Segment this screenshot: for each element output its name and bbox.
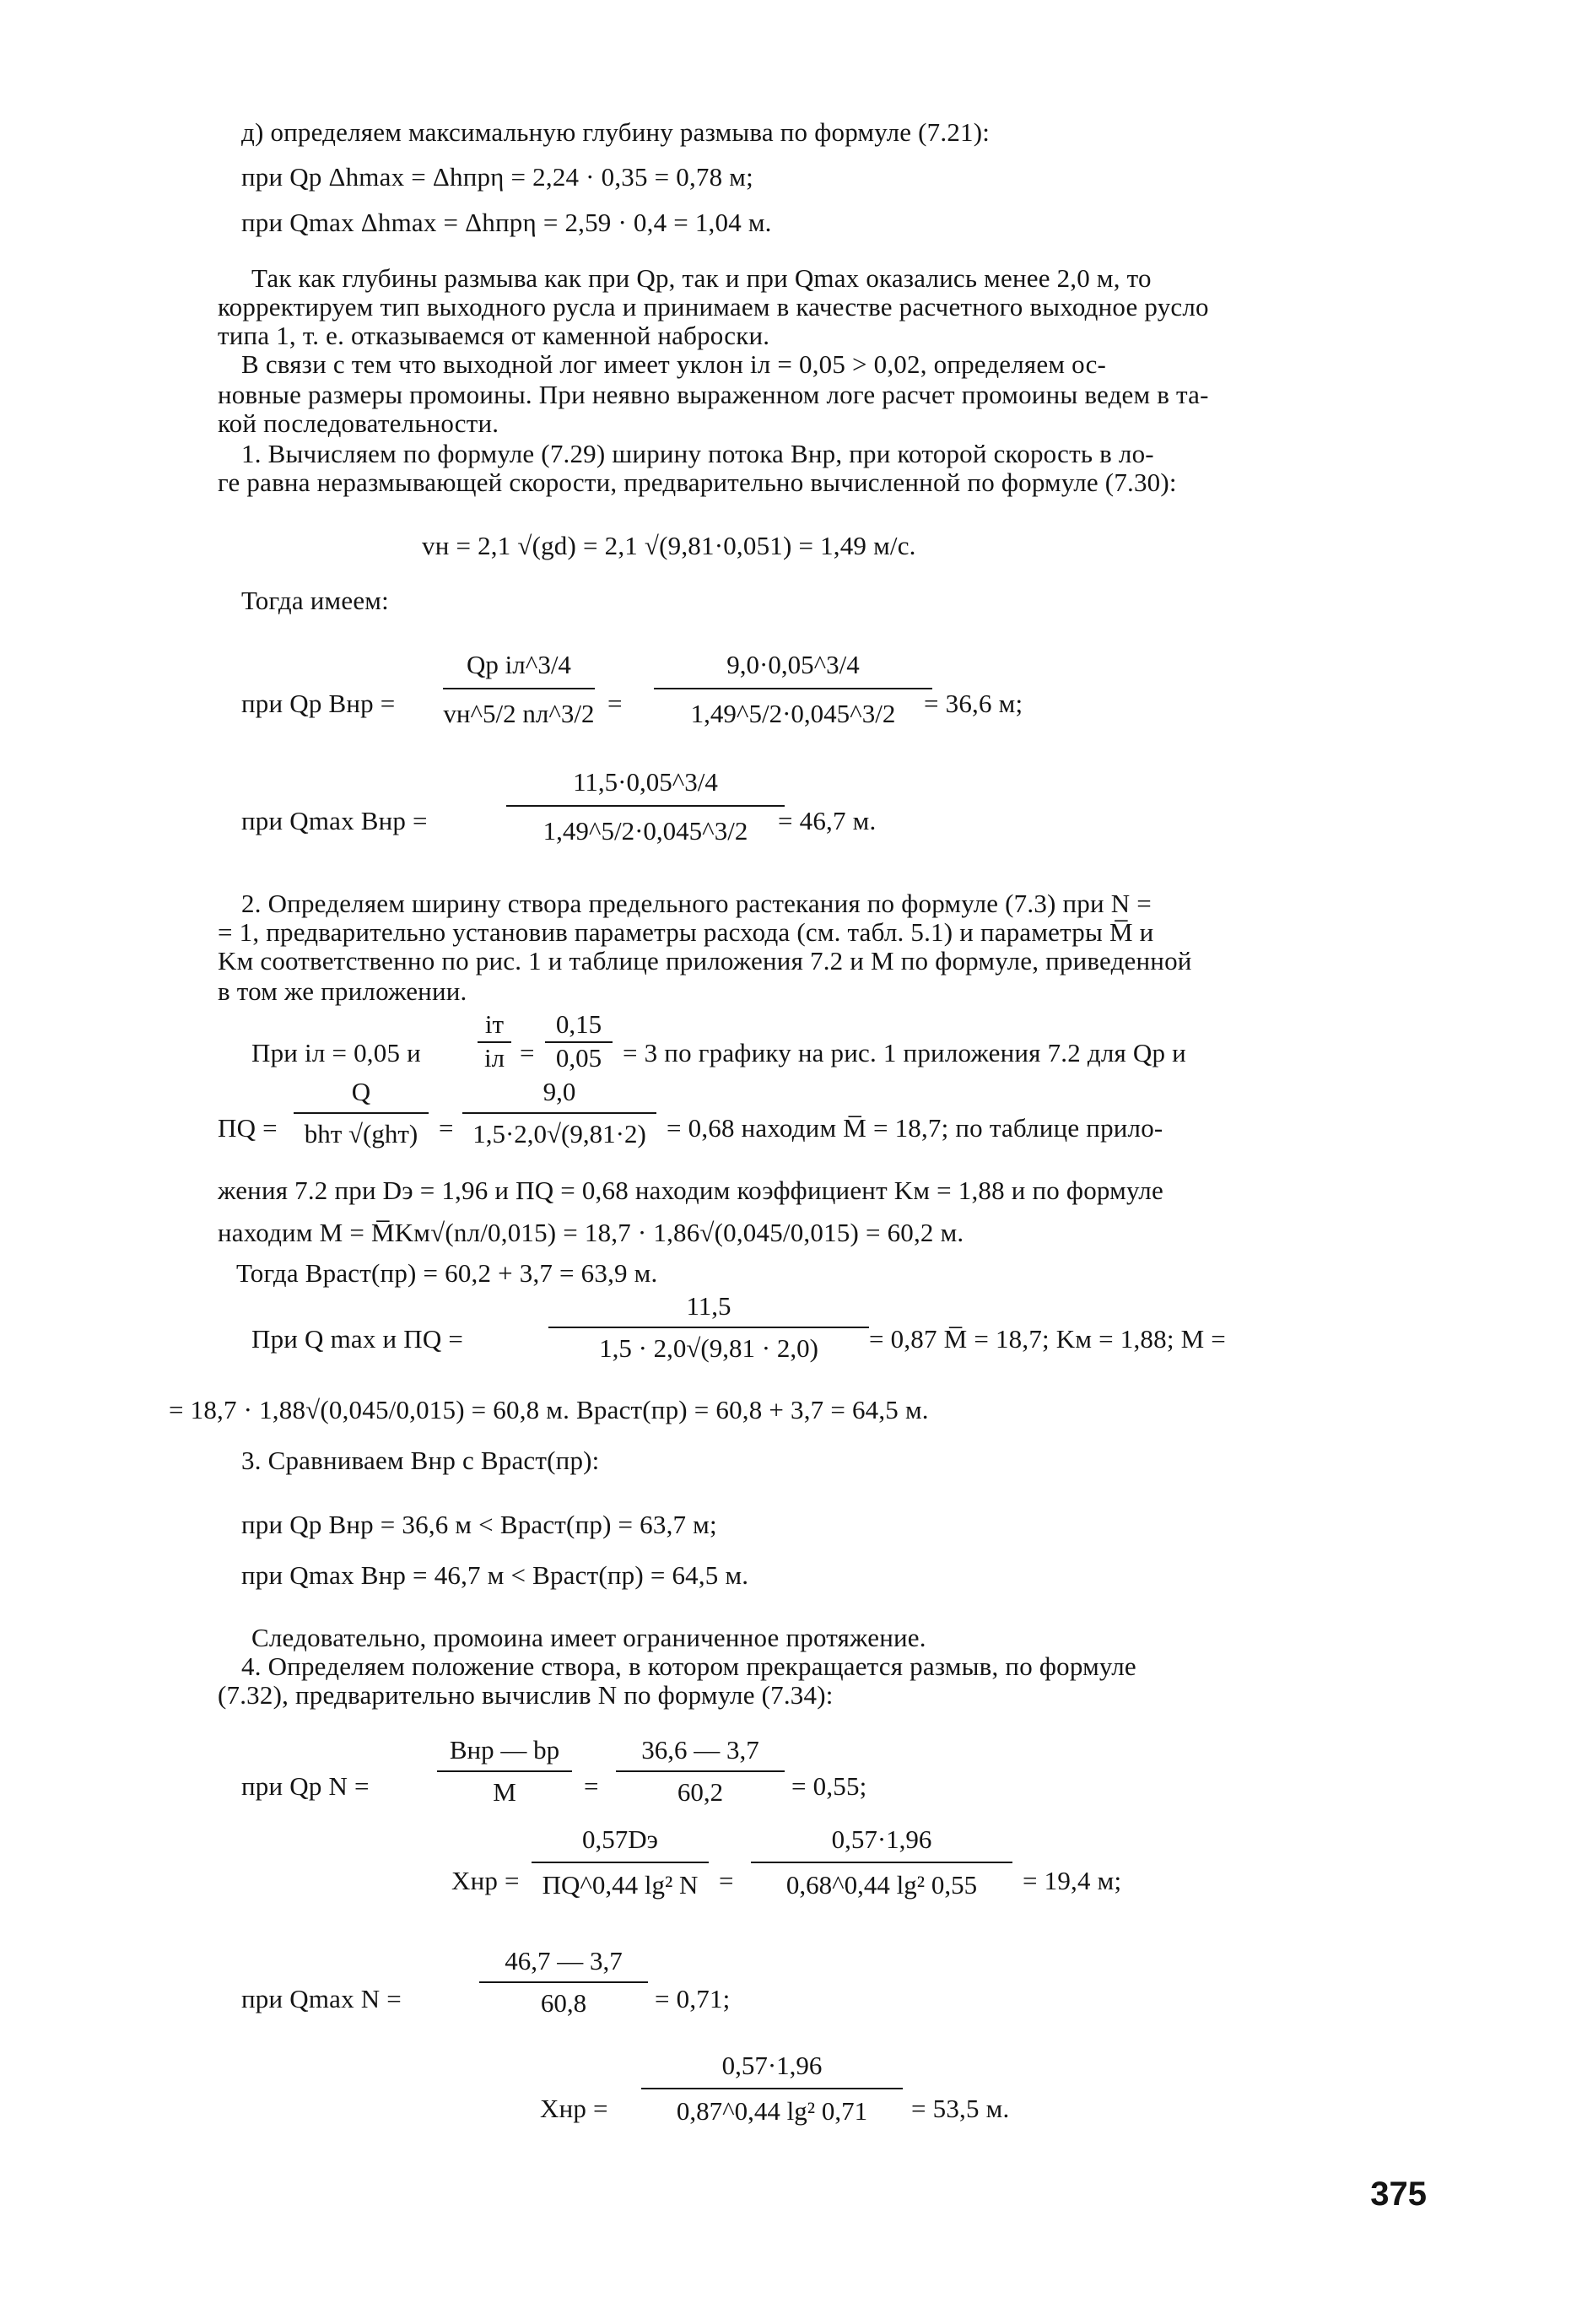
- text-line: в том же приложении.: [218, 976, 467, 1006]
- fraction: 11,5 1,5 · 2,0√(9,81 · 2,0): [548, 1291, 869, 1372]
- text-line: кой последовательности.: [218, 408, 499, 438]
- formula-result: = 0,71;: [655, 1984, 731, 2013]
- text-line: д) определяем максимальную глубину размыва по формуле (7.21):: [241, 117, 991, 147]
- fraction: 46,7 — 3,7 60,8: [479, 1946, 648, 2027]
- formula-label: при Qmax Bнр =: [241, 806, 428, 835]
- formula-label: при Qmax N =: [241, 1984, 402, 2013]
- fraction: 0,57Dэ ΠQ^0,44 lg² N: [532, 1824, 709, 1909]
- formula-label: при Qр Bнр =: [241, 689, 396, 718]
- fraction: iт iл: [478, 1009, 511, 1077]
- formula-line: при Qmax Δhmax = Δhпрη = 2,59 · 0,4 = 1,04 м.: [241, 208, 772, 237]
- text-line: (7.32), предварительно вычислив N по формуле (7.34):: [218, 1680, 834, 1710]
- formula-line: при Qр Bнр = 36,6 м < Bраст(пр) = 63,7 м;: [241, 1510, 717, 1539]
- text-line: новные размеры промоины. При неявно выраженном логе расчет промоины ведем в та-: [218, 380, 1209, 409]
- formula-result: = 53,5 м.: [911, 2094, 1010, 2123]
- formula-label: Xнр =: [540, 2094, 608, 2123]
- fraction: Qр iл^3/4 vн^5/2 nл^3/2: [443, 650, 595, 728]
- text-line: = 1, предварительно установив параметры расхода (см. табл. 5.1) и параметры M̅ и: [218, 917, 1154, 947]
- text-line: Kм соответственно по рис. 1 и таблице приложения 7.2 и M по формуле, приведенной: [218, 946, 1192, 976]
- text-line: = 3 по графику на рис. 1 приложения 7.2 для Qр и: [623, 1038, 1186, 1067]
- formula-result: = 36,6 м;: [924, 689, 1023, 718]
- formula-result: = 0,55;: [791, 1771, 867, 1801]
- text-line: 2. Определяем ширину створа предельного растекания по формуле (7.3) при N =: [241, 889, 1152, 918]
- text-line: ге равна неразмывающей скорости, предварительно вычисленной по формуле (7.30):: [218, 468, 1177, 497]
- formula-result: = 46,7 м.: [778, 806, 877, 835]
- fraction: Q bhт √(ghт): [294, 1077, 429, 1158]
- text-line: корректируем тип выходного русла и принимаем в качестве расчетного выходное русло: [218, 292, 1209, 322]
- text-line: Тогда имеем:: [241, 586, 389, 615]
- formula-equals: =: [719, 1866, 734, 1895]
- fraction: Bнр — bр M: [437, 1735, 572, 1816]
- formula-label: ΠQ =: [218, 1113, 278, 1143]
- text-line: 4. Определяем положение створа, в котором прекращается размыв, по формуле: [241, 1651, 1136, 1681]
- text-line: Тогда Bраст(пр) = 60,2 + 3,7 = 63,9 м.: [236, 1258, 658, 1288]
- fraction: 0,15 0,05: [545, 1009, 613, 1077]
- text-line: При iл = 0,05 и: [251, 1038, 421, 1067]
- formula-equals: =: [439, 1113, 454, 1143]
- formula-result: = 19,4 м;: [1023, 1866, 1122, 1895]
- text-line: жения 7.2 при Dэ = 1,96 и ΠQ = 0,68 находим коэффициент Kм = 1,88 и по формуле: [218, 1176, 1163, 1205]
- text-line: 1. Вычисляем по формуле (7.29) ширину потока Bнр, при которой скорость в ло-: [241, 439, 1154, 468]
- formula-label: При Q max и ΠQ =: [251, 1324, 464, 1354]
- fraction: 0,57·1,96 0,68^0,44 lg² 0,55: [751, 1824, 1012, 1909]
- formula-line: vн = 2,1 √(gd) = 2,1 √(9,81·0,051) = 1,49 м/с.: [422, 531, 916, 560]
- text-line: Следовательно, промоина имеет ограниченное протяжение.: [251, 1623, 926, 1652]
- text-line: = 0,68 находим M̅ = 18,7; по таблице прило-: [667, 1113, 1163, 1143]
- text-line: = 18,7 · 1,88√(0,045/0,015) = 60,8 м. Bраст(пр) = 60,8 + 3,7 = 64,5 м.: [169, 1395, 929, 1424]
- fraction: 9,0 1,5·2,0√(9,81·2): [462, 1077, 656, 1158]
- fraction: 9,0·0,05^3/4 1,49^5/2·0,045^3/2: [654, 650, 932, 744]
- formula-equals: =: [607, 689, 623, 718]
- text-line: находим M = M̅Kм√(nл/0,015) = 18,7 · 1,86√(0,045/0,015) = 60,2 м.: [218, 1218, 964, 1247]
- formula-line: при Qр Δhmax = Δhпрη = 2,24 · 0,35 = 0,78 м;: [241, 162, 753, 192]
- fraction: 0,57·1,96 0,87^0,44 lg² 0,71: [641, 2051, 903, 2135]
- text-line: 3. Сравниваем Bнр с Bраст(пр):: [241, 1446, 600, 1475]
- text-line: В связи с тем что выходной лог имеет уклон iл = 0,05 > 0,02, определяем ос-: [241, 349, 1107, 379]
- text-line: типа 1, т. е. отказываемся от каменной наброски.: [218, 321, 770, 350]
- fraction: 11,5·0,05^3/4 1,49^5/2·0,045^3/2: [506, 767, 785, 862]
- formula-label: Xнр =: [451, 1866, 520, 1895]
- formula-equals: =: [520, 1038, 535, 1067]
- text-line: Так как глубины размыва как при Qр, так и при Qmax оказались менее 2,0 м, то: [251, 263, 1152, 293]
- formula-label: при Qр N =: [241, 1771, 370, 1801]
- fraction: 36,6 — 3,7 60,2: [616, 1735, 785, 1816]
- formula-line: при Qmax Bнр = 46,7 м < Bраст(пр) = 64,5 м.: [241, 1560, 749, 1590]
- text-line: = 0,87 M̅ = 18,7; Kм = 1,88; M =: [869, 1324, 1226, 1354]
- page-number: 375: [1370, 2175, 1427, 2213]
- formula-equals: =: [584, 1771, 599, 1801]
